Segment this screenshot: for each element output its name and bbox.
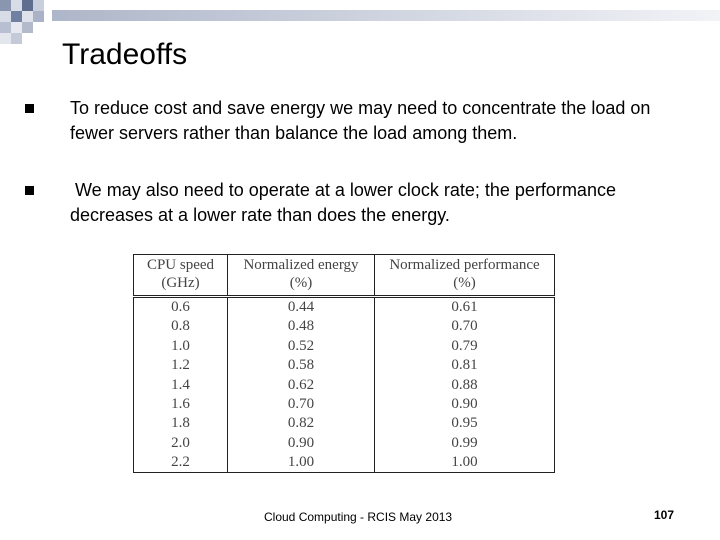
table-cell: 0.82 [287,415,315,432]
table-cell: 0.95 [451,415,478,432]
slide-title: Tradeoffs [62,38,188,71]
header-cpu-speed [134,256,227,294]
table-cell: 0.99 [451,434,478,451]
table-cell: 0.90 [287,434,315,451]
table-cell: 0.88 [451,376,478,393]
table-cell: 0.62 [287,376,315,393]
table-body [133,297,555,473]
square-bullet-icon [25,104,34,113]
bullet-item [25,178,675,230]
table-cell: 0.48 [287,318,315,335]
table-cell: 2.0 [171,434,190,451]
header-line: Normalized performance [389,257,540,273]
header-line: Normalized energy [243,257,359,273]
header-line: (GHz) [161,275,200,291]
table-cell: 0.52 [287,337,315,354]
header-line: (%) [453,275,476,291]
energy-column [228,298,374,473]
table-header [133,254,555,296]
table-cell: 0.58 [287,357,315,374]
table-cell: 0.44 [287,299,315,315]
bullet-text: We may also need to operate at a lower clock rate; the performance decreases at a lower rate than does the energy. [70,180,621,225]
cpu-speed-column [134,298,227,473]
table-cell: 0.8 [171,318,190,335]
bullet-text: To reduce cost and save energy we may need to concentrate the load on fewer servers rather than balance the load among them. [70,98,656,143]
footer-text: Cloud Computing - RCIS May 2013 [264,510,453,524]
cpu-speed-table [133,254,555,473]
table-cell: 0.70 [451,318,478,335]
table-cell: 1.8 [171,415,190,432]
header-normalized-performance [375,256,554,294]
table-cell: 0.6 [171,299,190,315]
table-cell: 0.70 [287,395,315,412]
table-cell: 0.90 [451,395,478,412]
bullet-item [25,96,675,148]
table-cell: 2.2 [171,454,190,471]
header-line: CPU speed [146,257,215,273]
table-cell: 1.00 [451,454,478,471]
table-cell: 0.61 [451,299,478,315]
table-cell: 0.81 [451,357,478,374]
performance-column [375,298,554,473]
table-cell: 1.0 [171,337,190,354]
header-normalized-energy [228,256,374,294]
table-cell: 1.6 [171,395,190,412]
page-number: 107 [654,508,675,522]
table-cell: 1.4 [171,376,190,393]
table-cell: 1.00 [287,454,315,471]
table-cell: 0.79 [451,337,478,354]
header-line: (%) [289,275,313,291]
table-cell: 1.2 [171,357,190,374]
square-bullet-icon [25,186,34,195]
